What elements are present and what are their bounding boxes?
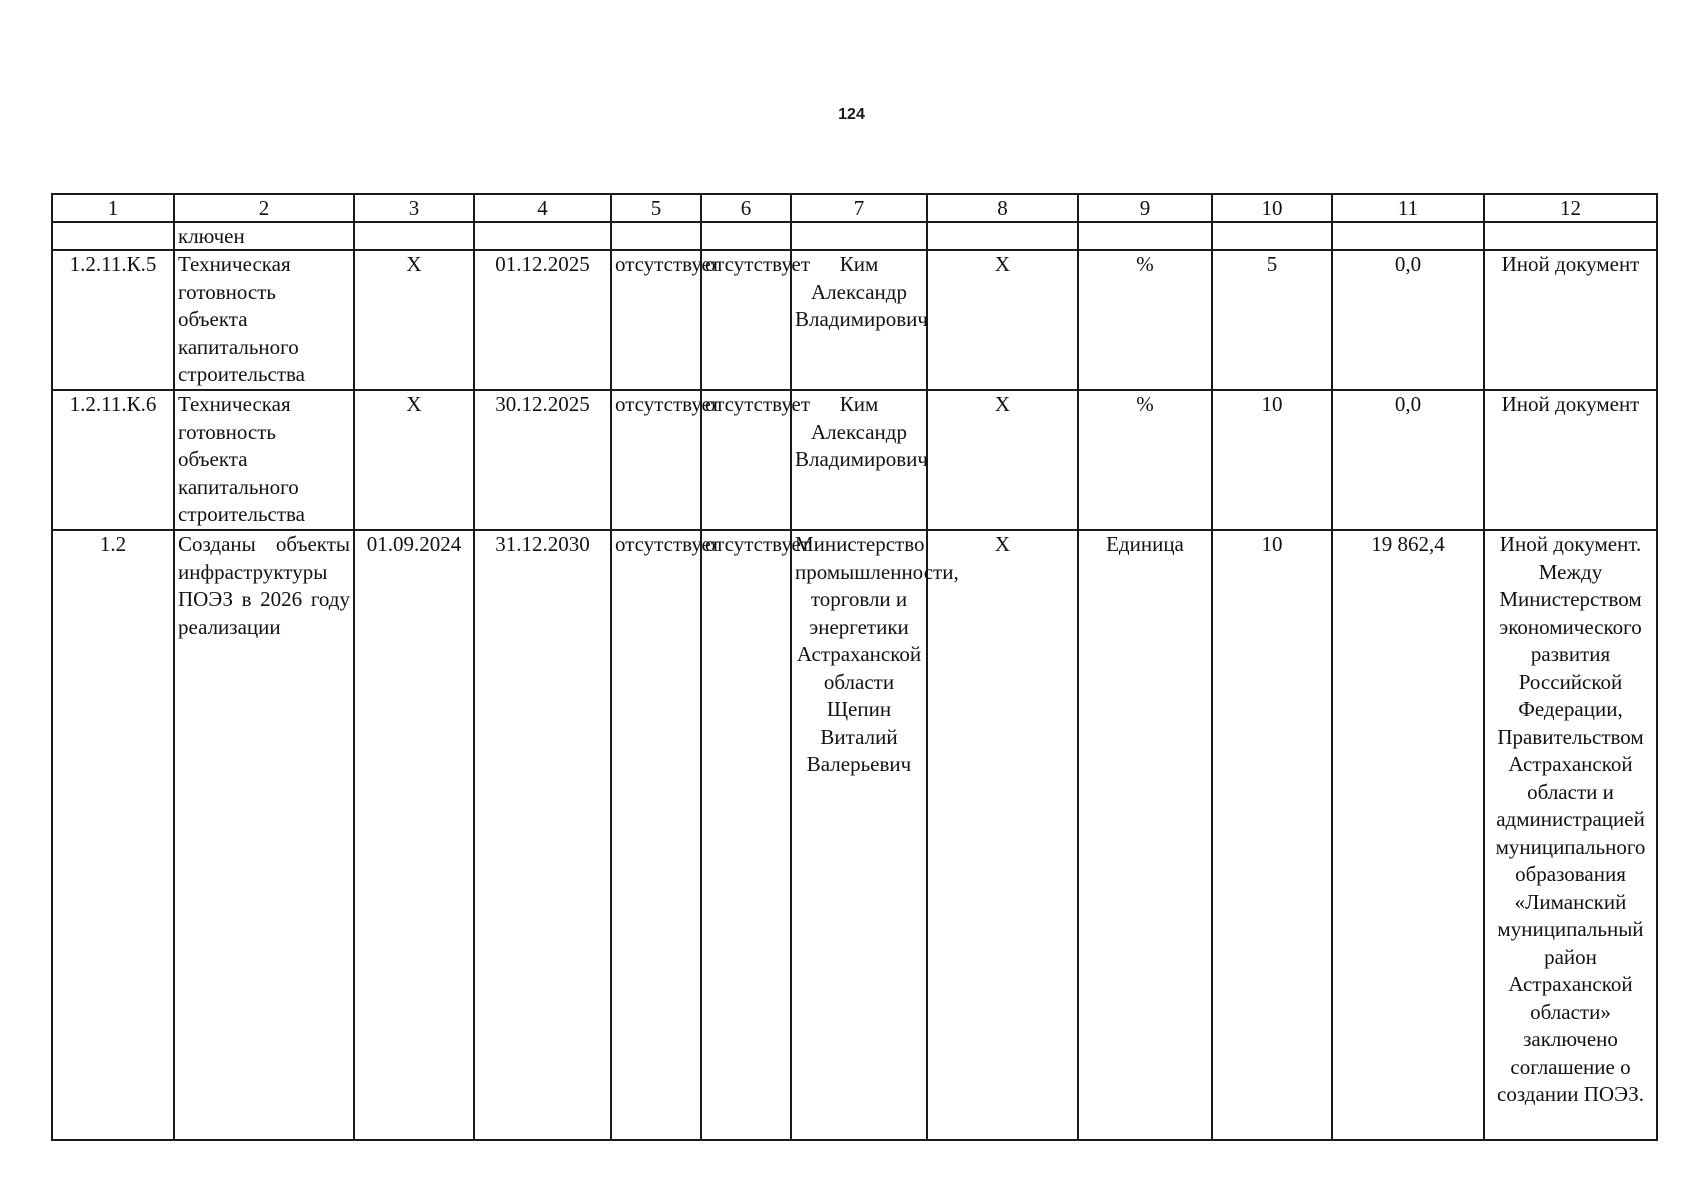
table-cell [1078, 222, 1212, 250]
row-document: Иной документ. Между Министерством экономического развития Российской Федерации, Правительством Астраханской области и администрацией муниципального образования «Лиманский муниципальный район Астраханской области» заключено соглашение о создании ПОЭЗ. [1484, 530, 1657, 1140]
table-row [52, 390, 1657, 530]
table-cell [701, 222, 791, 250]
table-cell [611, 222, 701, 250]
row-end: 30.12.2025 [474, 390, 611, 530]
column-number: 6 [701, 194, 791, 222]
row-end: 31.12.2030 [474, 530, 611, 1140]
table-cell [791, 222, 927, 250]
row-amount: 19 862,4 [1332, 530, 1484, 1140]
data-table [51, 193, 1658, 1141]
row-value: 10 [1212, 390, 1332, 530]
row-col5: отсутствует [611, 250, 701, 390]
row-unit: % [1078, 390, 1212, 530]
row-col6: отсутствует [701, 250, 791, 390]
row-unit: % [1078, 250, 1212, 390]
row-name: Техническая готовность объекта капитального строительства [174, 250, 354, 390]
row-code: 1.2.11.К.5 [52, 250, 174, 390]
column-number: 8 [927, 194, 1078, 222]
row-amount: 0,0 [1332, 250, 1484, 390]
row-value: 10 [1212, 530, 1332, 1140]
row-col8: X [927, 390, 1078, 530]
table-cell [1484, 222, 1657, 250]
table-row [52, 250, 1657, 390]
column-number: 10 [1212, 194, 1332, 222]
row-col8: X [927, 530, 1078, 1140]
column-number-row [52, 194, 1657, 222]
row-code: 1.2.11.К.6 [52, 390, 174, 530]
row-name: Техническая готовность объекта капитального строительства [174, 390, 354, 530]
table-row [52, 530, 1657, 1140]
column-number: 2 [174, 194, 354, 222]
row-responsible: Министерство промышленности, торговли и энергетики Астраханской области Щепин Виталий Валерьевич [791, 530, 927, 1140]
row-end: 01.12.2025 [474, 250, 611, 390]
row-col5: отсутствует [611, 530, 701, 1140]
table-cell [1332, 222, 1484, 250]
row-start: 01.09.2024 [354, 530, 474, 1140]
column-number: 1 [52, 194, 174, 222]
row-document: Иной документ [1484, 390, 1657, 530]
column-number: 12 [1484, 194, 1657, 222]
row-start: X [354, 250, 474, 390]
row-document: Иной документ [1484, 250, 1657, 390]
column-number: 5 [611, 194, 701, 222]
column-number: 11 [1332, 194, 1484, 222]
row-value: 5 [1212, 250, 1332, 390]
row-code: 1.2 [52, 530, 174, 1140]
row-unit: Единица [1078, 530, 1212, 1140]
page-number: 124 [838, 106, 865, 123]
continuation-row [52, 222, 1657, 250]
table-cell [1212, 222, 1332, 250]
row-col5: отсутствует [611, 390, 701, 530]
row-responsible: Ким Александр Владимирович [791, 250, 927, 390]
table-cell [354, 222, 474, 250]
row-amount: 0,0 [1332, 390, 1484, 530]
row-responsible: Ким Александр Владимирович [791, 390, 927, 530]
column-number: 3 [354, 194, 474, 222]
table-cell [927, 222, 1078, 250]
column-number: 7 [791, 194, 927, 222]
row-start: X [354, 390, 474, 530]
column-number: 9 [1078, 194, 1212, 222]
row-col8: X [927, 250, 1078, 390]
table-cell [474, 222, 611, 250]
row-col6: отсутствует [701, 390, 791, 530]
column-number: 4 [474, 194, 611, 222]
continuation-text: ключен [174, 222, 354, 250]
row-col6: отсутствует [701, 530, 791, 1140]
row-name: Созданы объекты инфраструктуры ПОЭЗ в 2026 году реализации [174, 530, 354, 1140]
table-cell [52, 222, 174, 250]
